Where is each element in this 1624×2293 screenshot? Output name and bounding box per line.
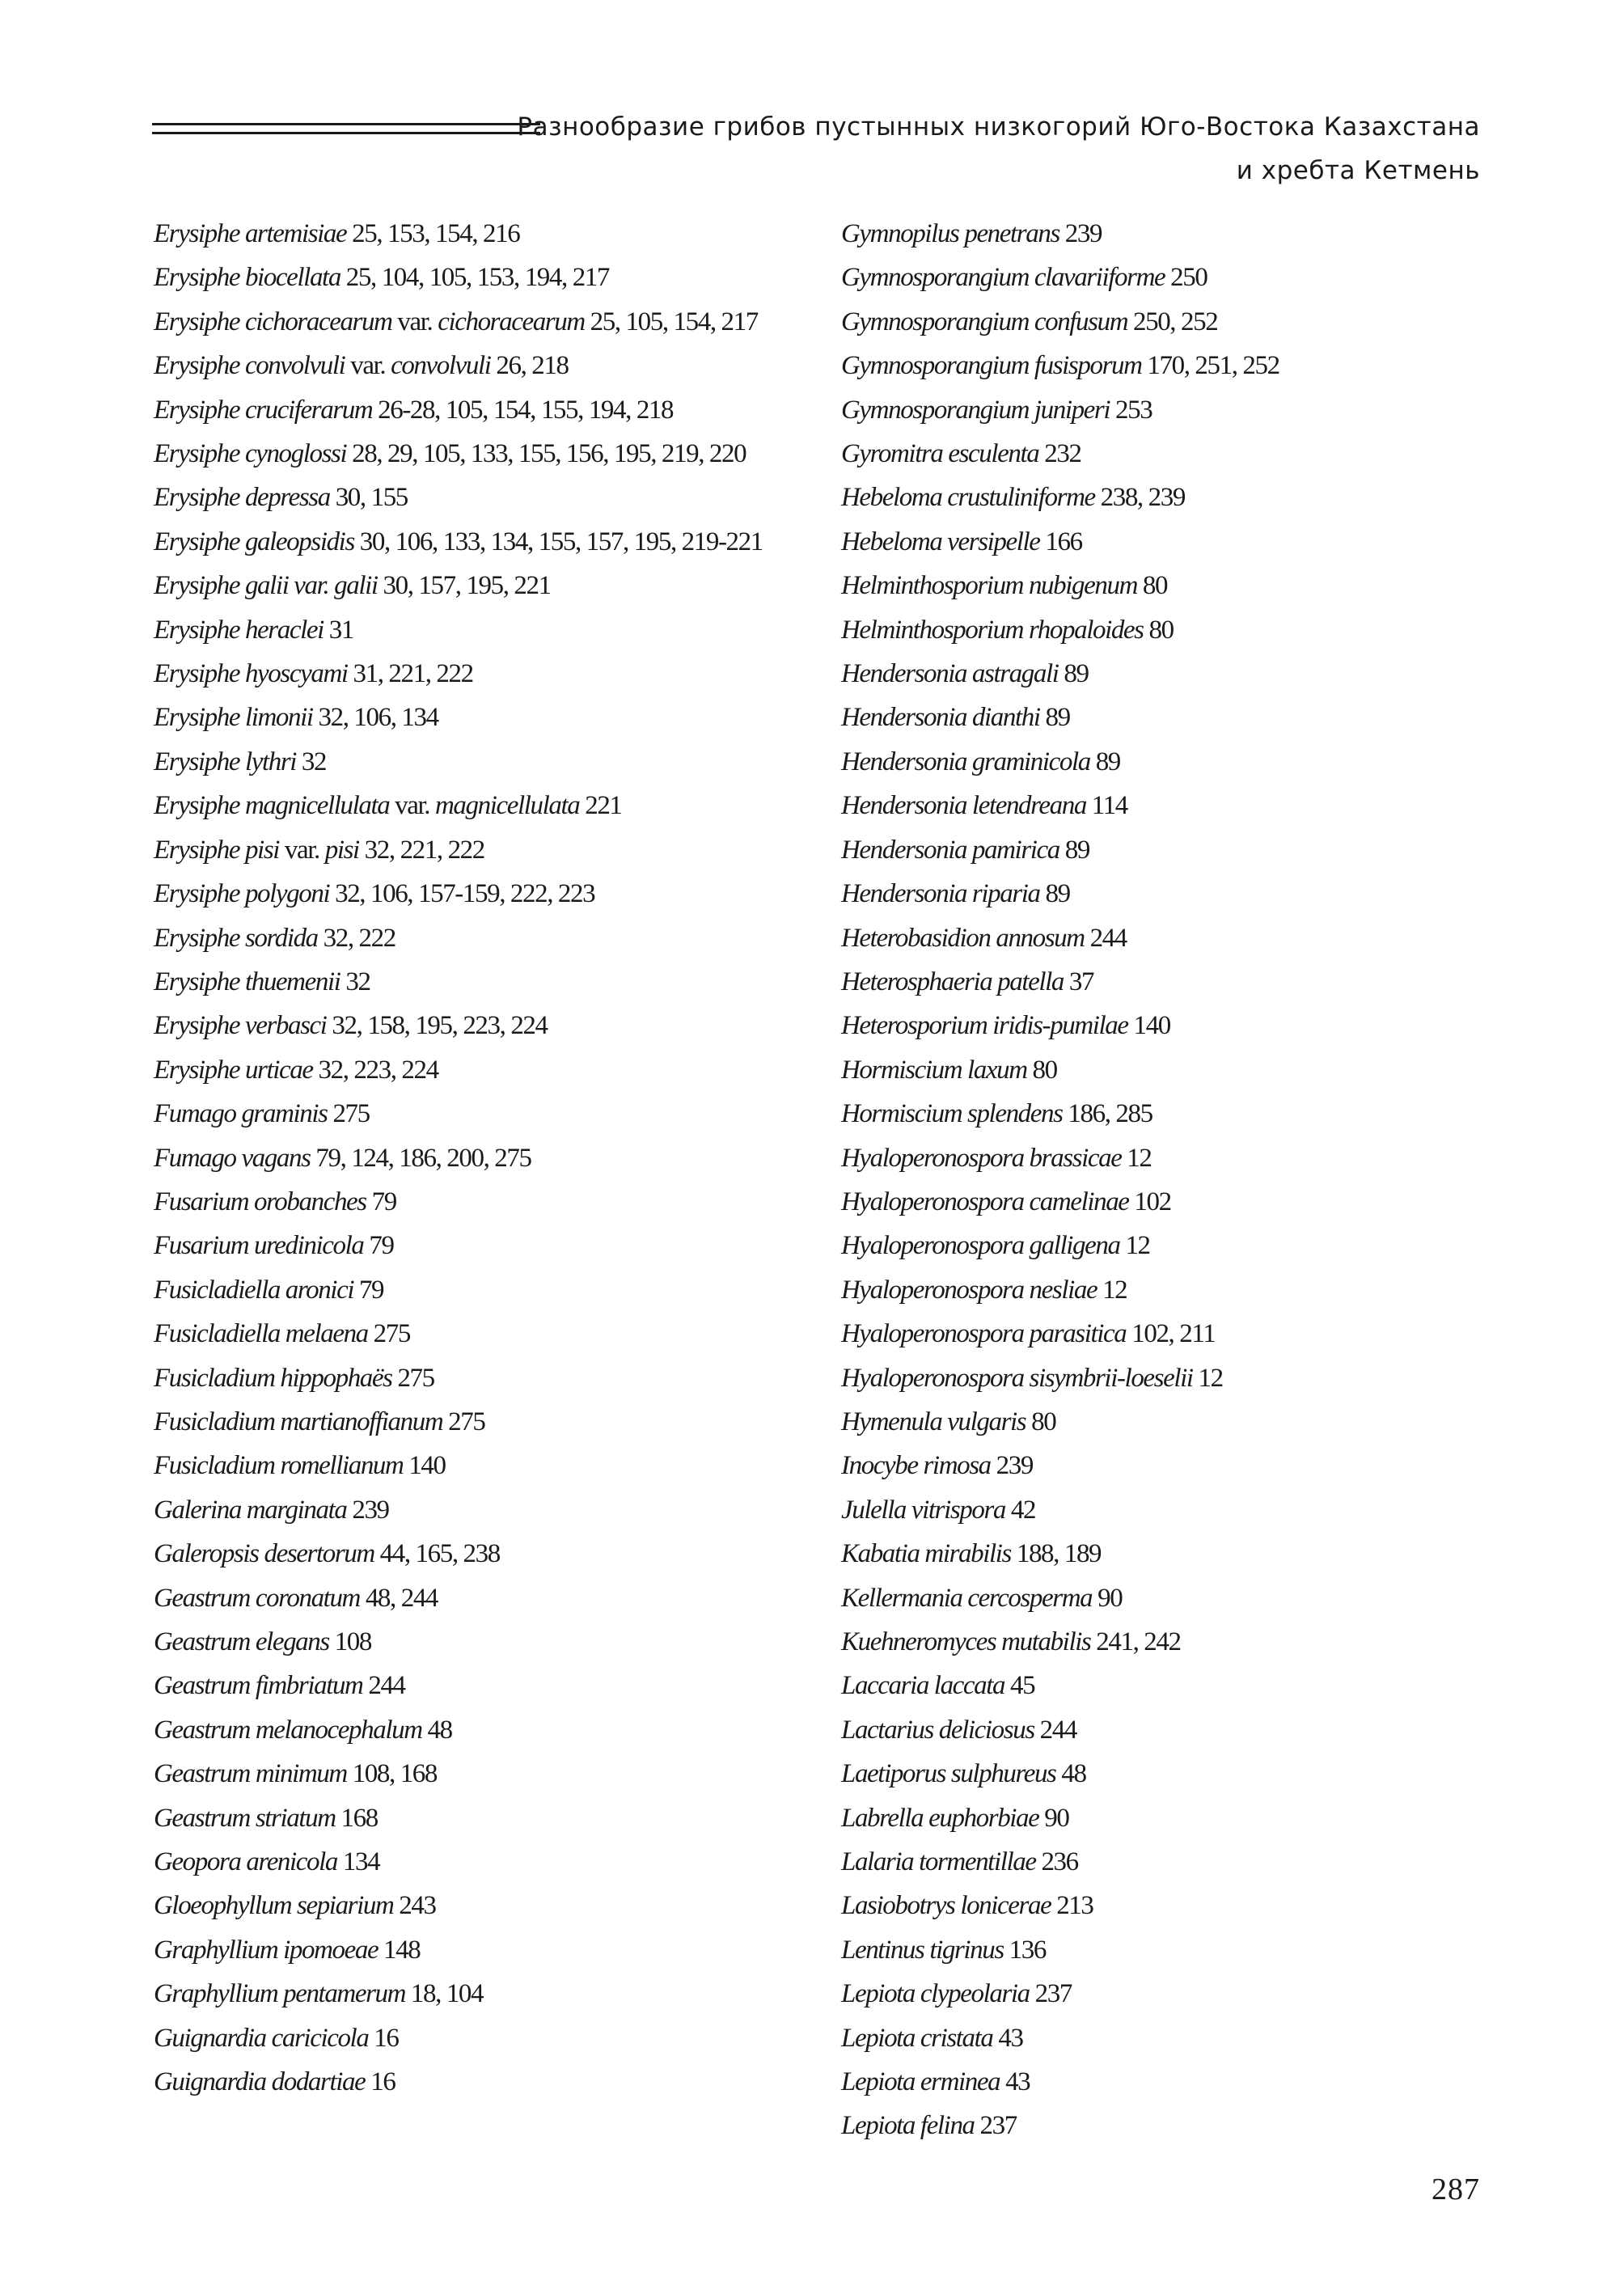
index-entry-name: Galerina marginata: [154, 1495, 347, 1525]
index-entry-name: Erysiphe lythri: [154, 747, 297, 776]
index-entry: [154, 344, 825, 387]
index-entry-pages: 244: [1084, 923, 1127, 953]
index-entry: [154, 1708, 825, 1752]
index-entry-pages: 168: [335, 1803, 378, 1833]
index-entry-pages: 89: [1039, 703, 1070, 733]
index-entry: [841, 696, 1504, 739]
index-entry-name: Erysiphe depressa: [154, 483, 330, 513]
index-entry-name: Fumago vagans: [154, 1143, 311, 1173]
index-entry-pages: 108, 168: [346, 1759, 438, 1789]
index-entry: [154, 960, 825, 1004]
index-entry-name: Erysiphe urticae: [154, 1055, 313, 1085]
index-entry: [841, 740, 1504, 784]
index-entry-pages: 239: [1059, 219, 1102, 248]
index-entry-pages: 31, 221, 222: [347, 659, 473, 689]
index-entry-name: Geastrum minimum: [154, 1759, 347, 1789]
index-entry: [154, 1048, 825, 1092]
index-entry: [154, 696, 825, 739]
index-entry-name: Inocybe rimosa: [841, 1451, 991, 1481]
index-entry-name: Heterosporium iridis-pumilae: [841, 1011, 1128, 1041]
index-entry: [154, 916, 825, 960]
index-entry-pages: 236: [1035, 1847, 1078, 1877]
index-entry: [841, 828, 1504, 872]
index-entry-pages: var.: [389, 791, 435, 821]
index-entry-name: Fusicladium romellianum: [154, 1451, 404, 1481]
index-entry: [841, 652, 1504, 696]
index-entry-pages: 239: [990, 1451, 1033, 1481]
index-entry: [841, 1092, 1504, 1136]
index-entry-name: Hendersonia riparia: [841, 879, 1040, 909]
index-entry-pages: 238, 239: [1094, 483, 1185, 513]
index-entry-name: Hendersonia graminicola: [841, 747, 1090, 776]
index-entry-pages: 108: [328, 1627, 371, 1656]
index-entry-name: Fusicladium hippophaës: [154, 1363, 392, 1393]
index-entry-name: Lentinus tigrinus: [841, 1935, 1004, 1965]
index-column-right: [841, 212, 1504, 2148]
index-entry: [841, 960, 1504, 1004]
index-entry-pages: 170, 251, 252: [1141, 351, 1279, 381]
index-entry-name: Gyromitra esculenta: [841, 439, 1039, 469]
index-entry: [841, 1884, 1504, 1927]
index-entry-pages: 90: [1092, 1583, 1123, 1613]
index-entry: [154, 1136, 825, 1180]
index-entry: [841, 388, 1504, 432]
index-entry: [841, 1488, 1504, 1532]
index-entry-name: Erysiphe sordida: [154, 923, 318, 953]
index-entry: [154, 212, 825, 256]
index-entry-name: Hendersonia letendreana: [841, 791, 1086, 821]
index-entry-pages: 243: [393, 1891, 436, 1921]
index-entry-pages: 48, 244: [359, 1583, 438, 1613]
index-entry-name: Gymnopilus penetrans: [841, 219, 1059, 248]
index-entry-pages: 28, 29, 105, 133, 155, 156, 195, 219, 220: [346, 439, 746, 469]
index-entry-name: Guignardia dodartiae: [154, 2067, 366, 2097]
index-entry-pages: 26, 218: [490, 351, 569, 381]
index-entry-pages: 79: [363, 1231, 394, 1261]
index-entry: [154, 1092, 825, 1136]
index-entry-name: Graphyllium pentamerum: [154, 1979, 406, 2009]
index-entry-pages: 12: [1192, 1363, 1223, 1393]
index-entry-pages: 244: [362, 1671, 405, 1701]
index-entry: [154, 1312, 825, 1356]
index-entry-name: Lepiota clypeolaria: [841, 1979, 1030, 2009]
index-entry-name: Helminthosporium nubigenum: [841, 571, 1137, 601]
index-entry-name: Lactarius deliciosus: [841, 1715, 1034, 1745]
index-entry-name: Hyaloperonospora galligena: [841, 1231, 1120, 1261]
index-entry: [154, 1840, 825, 1884]
index-entry-name: Helminthosporium rhopaloides: [841, 615, 1144, 645]
index-entry: [841, 432, 1504, 476]
index-entry: [841, 256, 1504, 299]
index-entry: [841, 1180, 1504, 1224]
index-entry: [154, 256, 825, 299]
index-entry: [841, 212, 1504, 256]
running-header-line-1: Разнообразие грибов пустынных низкогорий Юго-Востока Казахстана: [517, 112, 1480, 142]
index-entry-name: Geastrum striatum: [154, 1803, 336, 1833]
index-entry-pages: 31: [323, 615, 353, 645]
index-entry-name: Hebeloma crustuliniforme: [841, 483, 1095, 513]
index-entry: [154, 520, 825, 564]
index-entry-name: Geopora arenicola: [154, 1847, 338, 1877]
index-entry-name: Fusarium uredinicola: [154, 1231, 364, 1261]
index-entry: [154, 1532, 825, 1576]
index-entry-pages: 18, 104: [405, 1979, 484, 2009]
index-entry: [841, 1356, 1504, 1400]
index-entry: [841, 608, 1504, 652]
index-entry-name: Kellermania cercosperma: [841, 1583, 1093, 1613]
index-entry-name: Guignardia caricicola: [154, 2023, 369, 2053]
index-entry-pages: 79: [366, 1187, 396, 1216]
index-entry: [154, 1444, 825, 1487]
index-entry-pages: 102, 211: [1126, 1319, 1216, 1349]
index-entry: [154, 1488, 825, 1532]
index-entry-name: Laetiporus sulphureus: [841, 1759, 1056, 1789]
index-entry: [154, 608, 825, 652]
index-entry: [154, 1884, 825, 1927]
index-entry-name: Kuehneromyces mutabilis: [841, 1627, 1091, 1656]
index-entry: [841, 1004, 1504, 1047]
index-entry-name: Hormiscium laxum: [841, 1055, 1027, 1085]
index-entry: [841, 916, 1504, 960]
index-entry-name: Gymnosporangium fusisporum: [841, 351, 1142, 381]
index-entry: [154, 1576, 825, 1620]
index-entry-name: Erysiphe hyoscyami: [154, 659, 348, 689]
running-header: [517, 105, 1480, 192]
index-entry-pages: 114: [1085, 791, 1127, 821]
index-entry-name: Erysiphe limonii: [154, 703, 313, 733]
index-entry: [841, 1752, 1504, 1796]
index-entry-pages: 30, 157, 195, 221: [377, 571, 551, 601]
index-entry: [154, 1972, 825, 2016]
index-entry: [154, 1620, 825, 1664]
index-entry-pages: 275: [442, 1407, 485, 1436]
index-entry-name: Laccaria laccata: [841, 1671, 1005, 1701]
index-entry-name: Graphyllium ipomoeae: [154, 1935, 379, 1965]
index-entry: [841, 1400, 1504, 1444]
index-entry: [154, 1928, 825, 1972]
index-entry-name: pisi: [324, 835, 359, 865]
index-entry-name: Geastrum elegans: [154, 1627, 329, 1656]
index-entry: [154, 1004, 825, 1047]
index-entry-name: Gymnosporangium juniperi: [841, 395, 1110, 425]
index-entry-name: magnicellulata: [435, 791, 580, 821]
index-entry: [154, 432, 825, 476]
index-entry-pages: 89: [1039, 879, 1070, 909]
index-entry-pages: 89: [1058, 659, 1089, 689]
index-entry: [841, 1664, 1504, 1707]
index-entry-name: Erysiphe cichoracearum: [154, 307, 392, 336]
index-entry-pages: 186, 285: [1062, 1099, 1152, 1129]
index-entry-pages: 45: [1004, 1671, 1035, 1701]
index-entry: [841, 1444, 1504, 1487]
index-entry-name: Erysiphe cynoglossi: [154, 439, 347, 469]
index-entry: [154, 1796, 825, 1840]
index-entry-pages: 12: [1121, 1143, 1152, 1173]
index-entry-name: Hyaloperonospora nesliae: [841, 1275, 1097, 1305]
index-entry: [154, 2060, 825, 2104]
index-entry-pages: 25, 104, 105, 153, 194, 217: [340, 263, 609, 293]
index-entry-pages: 16: [365, 2067, 395, 2097]
index-entry-name: Hyaloperonospora camelinae: [841, 1187, 1129, 1216]
index-entry: [154, 564, 825, 607]
index-entry-name: Heterosphaeria patella: [841, 967, 1064, 996]
index-entry-name: Erysiphe pisi: [154, 835, 280, 865]
index-entry: [154, 2016, 825, 2060]
index-entry-name: Hormiscium splendens: [841, 1099, 1063, 1129]
header-double-rule: [152, 123, 540, 134]
index-entry-name: Erysiphe polygoni: [154, 879, 330, 909]
index-entry-pages: var.: [345, 351, 391, 381]
index-entry-name: Galeropsis desertorum: [154, 1539, 374, 1569]
index-entry-name: Erysiphe convolvuli: [154, 351, 345, 381]
index-entry-name: Fusicladiella melaena: [154, 1319, 368, 1349]
index-entry-name: Hyaloperonospora sisymbrii-loeselii: [841, 1363, 1193, 1393]
index-entry-name: Gymnosporangium confusum: [841, 307, 1128, 336]
index-entry-pages: 80: [1137, 571, 1168, 601]
index-entry-pages: 32, 222: [317, 923, 395, 953]
index-entry-name: Erysiphe biocellata: [154, 263, 340, 293]
index-entry-pages: 32: [340, 967, 370, 996]
index-entry-name: Labrella euphorbiae: [841, 1803, 1039, 1833]
index-entry-name: Kabatia mirabilis: [841, 1539, 1011, 1569]
index-entry: [841, 1972, 1504, 2016]
index-entry-pages: 42: [1005, 1495, 1036, 1525]
index-entry: [841, 2060, 1504, 2104]
index-entry-name: Hendersonia dianthi: [841, 703, 1040, 733]
index-entry: [154, 1268, 825, 1312]
index-entry: [841, 1928, 1504, 1972]
index-entry-pages: 89: [1059, 835, 1089, 865]
index-entry-pages: 48: [421, 1715, 452, 1745]
index-entry-name: Fusicladiella aronici: [154, 1275, 354, 1305]
index-entry: [841, 1796, 1504, 1840]
index-entry-pages: 79, 124, 186, 200, 275: [310, 1143, 531, 1173]
index-entry-pages: 275: [327, 1099, 370, 1129]
index-entry: [841, 1136, 1504, 1180]
index-entry-pages: 43: [1000, 2067, 1030, 2097]
index-entry-pages: 237: [1029, 1979, 1072, 2009]
index-entry: [154, 652, 825, 696]
index-entry-name: convolvuli: [391, 351, 491, 381]
index-entry-name: Erysiphe cruciferarum: [154, 395, 373, 425]
index-entry-name: Hendersonia astragali: [841, 659, 1059, 689]
index-entry-name: Erysiphe magnicellulata: [154, 791, 390, 821]
index-entry: [841, 476, 1504, 519]
index-entry-pages: 140: [403, 1451, 446, 1481]
index-entry-name: Geastrum fimbriatum: [154, 1671, 363, 1701]
index-entry-name: Fusicladium martianoffianum: [154, 1407, 443, 1436]
index-entry-name: Gloeophyllum sepiarium: [154, 1891, 394, 1921]
index-entry-name: Erysiphe verbasci: [154, 1011, 327, 1041]
index-entry-pages: 232: [1038, 439, 1081, 469]
index-entry-pages: 134: [337, 1847, 380, 1877]
index-entry-pages: 26-28, 105, 154, 155, 194, 218: [372, 395, 674, 425]
index-entry-pages: 44, 165, 238: [374, 1539, 500, 1569]
index-entry: [841, 872, 1504, 916]
index-entry-pages: 25, 105, 154, 217: [584, 307, 758, 336]
index-entry: [154, 784, 825, 827]
index-entry: [841, 1224, 1504, 1267]
running-header-line-2: и хребта Кетмень: [1236, 156, 1480, 185]
index-entry-name: Julella vitrispora: [841, 1495, 1006, 1525]
index-entry-name: Hebeloma versipelle: [841, 527, 1040, 556]
index-entry-pages: 80: [1026, 1055, 1057, 1085]
index-entry-name: Lepiota felina: [841, 2111, 975, 2141]
index-entry-pages: 16: [368, 2023, 399, 2053]
index-entry: [154, 300, 825, 344]
index-entry-name: Hyaloperonospora brassicae: [841, 1143, 1122, 1173]
index-entry: [154, 388, 825, 432]
index-entry-pages: 90: [1038, 1803, 1069, 1833]
index-entry-pages: 32, 223, 224: [312, 1055, 438, 1085]
index-entry: [154, 1180, 825, 1224]
index-entry-pages: 37: [1064, 967, 1094, 996]
index-entry-name: Hyaloperonospora parasitica: [841, 1319, 1127, 1349]
index-entry-pages: 166: [1039, 527, 1082, 556]
index-entry-pages: 80: [1143, 615, 1174, 645]
index-entry-pages: 237: [974, 2111, 1017, 2141]
index-column-left: [154, 212, 825, 2104]
index-entry: [154, 1356, 825, 1400]
index-entry-name: Erysiphe heraclei: [154, 615, 324, 645]
index-entry-pages: 188, 189: [1011, 1539, 1102, 1569]
index-entry-pages: 43: [992, 2023, 1023, 2053]
index-entry: [154, 1400, 825, 1444]
index-entry-name: Fusarium orobanches: [154, 1187, 366, 1216]
index-entry-pages: 30, 155: [329, 483, 408, 513]
index-entry: [841, 520, 1504, 564]
index-entry-pages: 239: [346, 1495, 389, 1525]
index-entry-name: Geastrum coronatum: [154, 1583, 360, 1613]
index-entry: [841, 344, 1504, 387]
index-entry-pages: 148: [378, 1935, 421, 1965]
index-entry: [841, 1576, 1504, 1620]
index-entry: [841, 1048, 1504, 1092]
index-entry: [841, 2104, 1504, 2147]
index-entry-pages: 221: [579, 791, 622, 821]
index-entry-name: Erysiphe artemisiae: [154, 219, 347, 248]
index-entry: [154, 828, 825, 872]
index-entry: [841, 1268, 1504, 1312]
index-entry-name: Lepiota cristata: [841, 2023, 993, 2053]
index-entry-name: cichoracearum: [438, 307, 585, 336]
index-entry-name: Hymenula vulgaris: [841, 1407, 1026, 1436]
index-entry: [841, 2016, 1504, 2060]
index-entry-name: Lepiota erminea: [841, 2067, 1000, 2097]
index-entry-name: Geastrum melanocephalum: [154, 1715, 422, 1745]
index-entry: [841, 1620, 1504, 1664]
index-entry-name: Lasiobotrys lonicerae: [841, 1891, 1051, 1921]
index-entry-pages: 32, 106, 134: [312, 703, 438, 733]
index-entry-name: Fumago graminis: [154, 1099, 328, 1129]
index-entry: [841, 564, 1504, 607]
index-entry-pages: 12: [1119, 1231, 1150, 1261]
page-number: 287: [1432, 2172, 1480, 2206]
index-entry: [154, 740, 825, 784]
index-entry: [154, 1224, 825, 1267]
index-entry-name: Erysiphe galeopsidis: [154, 527, 354, 556]
index-entry: [841, 300, 1504, 344]
index-entry-pages: 48: [1055, 1759, 1086, 1789]
index-entry: [841, 1840, 1504, 1884]
index-entry-pages: 213: [1051, 1891, 1093, 1921]
index-entry-name: Erysiphe thuemenii: [154, 967, 340, 996]
index-entry-name: Gymnosporangium clavariiforme: [841, 263, 1165, 293]
index-entry: [841, 1532, 1504, 1576]
index-entry: [841, 1312, 1504, 1356]
index-entry-pages: 30, 106, 133, 134, 155, 157, 195, 219-221: [353, 527, 763, 556]
index-entry-name: Erysiphe galii var. galii: [154, 571, 378, 601]
index-entry-pages: 275: [367, 1319, 410, 1349]
index-entry-name: Heterobasidion annosum: [841, 923, 1085, 953]
index-entry: [841, 784, 1504, 827]
index-entry-pages: 12: [1097, 1275, 1127, 1305]
index-entry: [154, 476, 825, 519]
index-entry-pages: var.: [391, 307, 438, 336]
index-entry: [154, 872, 825, 916]
index-entry-pages: 136: [1003, 1935, 1046, 1965]
index-entry-name: Hendersonia pamirica: [841, 835, 1059, 865]
index-entry-pages: 25, 153, 154, 216: [346, 219, 520, 248]
index-entry-pages: var.: [279, 835, 325, 865]
index-entry-pages: 32, 221, 222: [358, 835, 484, 865]
index-entry: [154, 1752, 825, 1796]
index-entry-pages: 89: [1089, 747, 1120, 776]
index-entry-pages: 241, 242: [1090, 1627, 1181, 1656]
index-entry-pages: 32, 158, 195, 223, 224: [326, 1011, 548, 1041]
index-entry-pages: 80: [1026, 1407, 1056, 1436]
index-entry-pages: 79: [353, 1275, 384, 1305]
index-entry-pages: 250: [1165, 263, 1207, 293]
index-entry-pages: 244: [1034, 1715, 1076, 1745]
index-entry-pages: 32, 106, 157-159, 222, 223: [329, 879, 595, 909]
index-entry-pages: 32: [296, 747, 327, 776]
index-entry: [154, 1664, 825, 1707]
index-entry-pages: 253: [1110, 395, 1152, 425]
index-entry: [841, 1708, 1504, 1752]
index-entry-name: Lalaria tormentillae: [841, 1847, 1036, 1877]
index-entry-pages: 102: [1128, 1187, 1171, 1216]
index-entry-pages: 140: [1127, 1011, 1170, 1041]
index-entry-pages: 275: [391, 1363, 434, 1393]
index-entry-pages: 250, 252: [1127, 307, 1218, 336]
